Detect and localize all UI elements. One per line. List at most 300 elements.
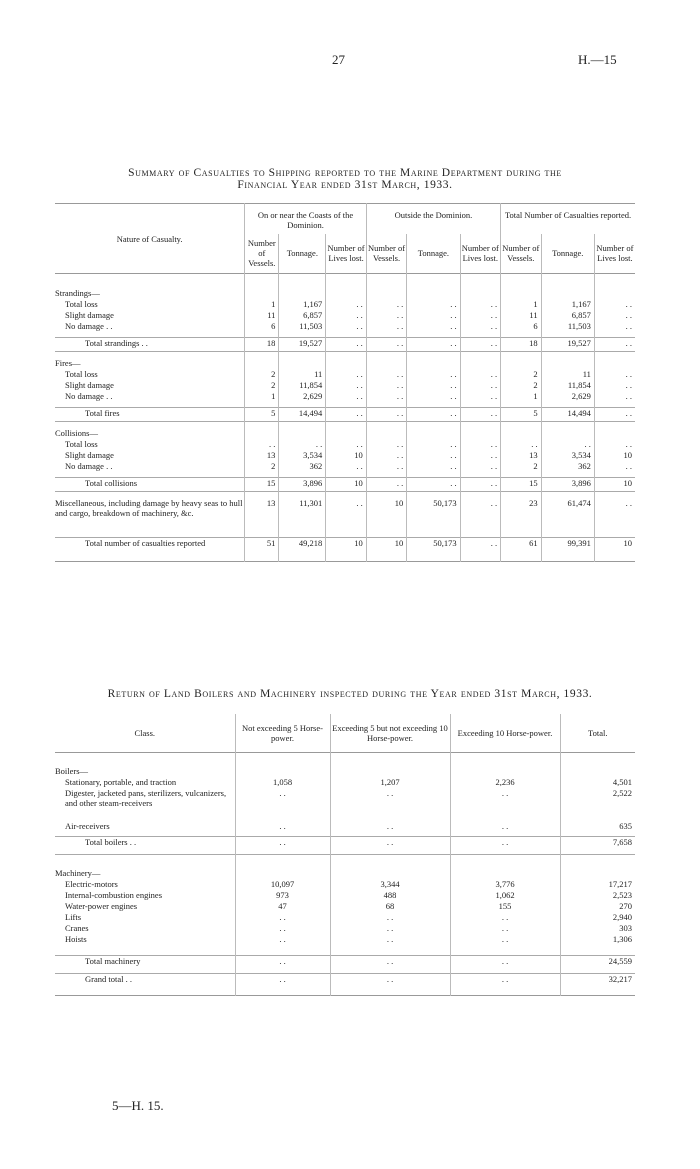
cell-t_l: . . <box>594 408 635 422</box>
spacer-cell <box>366 274 407 288</box>
col-exceeding-10: Exceeding 10 Horse-power. <box>450 714 560 752</box>
spacer-cell <box>245 274 279 288</box>
subcol-vessels: Number of Vessels. <box>366 234 407 274</box>
cell-t: 32,217 <box>560 973 635 995</box>
spacer-cell <box>501 274 542 288</box>
cell-t_v: 1 <box>501 391 542 402</box>
cell-b: . . <box>330 955 450 973</box>
spacer-cell <box>330 945 450 955</box>
row-label: Cranes <box>65 923 89 933</box>
cell-o_l: . . <box>460 439 501 450</box>
row-label: Air-receivers <box>65 821 110 831</box>
cell-b: . . <box>330 934 450 945</box>
cell-t: 2,523 <box>560 890 635 901</box>
cell-c_t: 14,494 <box>279 408 326 422</box>
cell-c: 155 <box>450 901 560 912</box>
spacer-cell <box>501 288 542 299</box>
cell-c_t: . . <box>279 439 326 450</box>
spacer-cell <box>594 288 635 299</box>
cell-o_l: . . <box>460 380 501 391</box>
cell-a: . . <box>235 821 330 832</box>
spacer-cell <box>450 868 560 879</box>
cell-c_l: 10 <box>326 538 367 562</box>
row-label: Water-power engines <box>65 901 138 911</box>
row-label: Slight damage <box>65 449 114 460</box>
cell-t: 303 <box>560 923 635 934</box>
spacer-cell <box>450 766 560 777</box>
spacer-cell <box>235 752 330 766</box>
row-label: Electric-motors <box>65 879 118 889</box>
cell-t_v: 2 <box>501 380 542 391</box>
cell-t_t: 19,527 <box>541 338 594 352</box>
cell-o_t: . . <box>407 338 460 352</box>
table-row <box>55 299 635 310</box>
cell-c_v: 13 <box>245 498 279 534</box>
subcol-lives: Number of Lives lost. <box>460 234 501 274</box>
cell-c_v: 1 <box>245 299 279 310</box>
spacer-cell <box>460 358 501 369</box>
spacer-cell <box>55 854 235 868</box>
table-row <box>55 788 635 821</box>
spacer-cell <box>330 766 450 777</box>
table-row <box>55 310 635 321</box>
section-heading-row <box>55 868 635 879</box>
cell-c_l: 10 <box>326 450 367 461</box>
table-row <box>55 821 635 832</box>
cell-t: 7,658 <box>560 836 635 854</box>
footer-signature: 5—H. 15. <box>112 1098 164 1113</box>
cell-a: . . <box>235 912 330 923</box>
spacer-cell <box>460 288 501 299</box>
cell-c_l: 10 <box>326 478 367 492</box>
cell-t_l: . . <box>594 369 635 380</box>
cell-b: . . <box>330 836 450 854</box>
cell-t: 635 <box>560 821 635 832</box>
cell-c_v: 51 <box>245 538 279 562</box>
section-heading-row <box>55 288 635 299</box>
table-row <box>55 450 635 461</box>
section-heading: Boilers— <box>55 766 89 776</box>
cell-t_t: 2,629 <box>541 391 594 402</box>
cell-o_l: . . <box>460 338 501 352</box>
spacer-cell <box>55 752 235 766</box>
cell-c: . . <box>450 973 560 995</box>
row-label: Lifts <box>65 912 82 922</box>
spacer-cell <box>326 288 367 299</box>
cell-t_t: 11 <box>541 369 594 380</box>
col-not-exceeding-5: Not exceeding 5 Horse-power. <box>235 714 330 752</box>
spacer-cell <box>55 274 245 288</box>
spacer-cell <box>560 868 635 879</box>
row-label: No damage . . <box>65 390 113 401</box>
cell-c_v: 11 <box>245 310 279 321</box>
spacer-cell <box>541 274 594 288</box>
spacer-cell <box>407 428 460 439</box>
table-row <box>55 380 635 391</box>
cell-c_t: 6,857 <box>279 310 326 321</box>
cell-c_t: 362 <box>279 461 326 472</box>
row-label: Total boilers . . <box>85 836 137 847</box>
col-total: Total. <box>560 714 635 752</box>
cell-o_t: . . <box>407 461 460 472</box>
row-label: No damage . . <box>65 460 113 471</box>
row-label: Total machinery <box>85 955 141 966</box>
spacer-cell <box>594 358 635 369</box>
row-label: Grand total . . <box>85 973 132 984</box>
cell-t_v: 2 <box>501 369 542 380</box>
subcol-tonnage: Tonnage. <box>541 234 594 274</box>
spacer-cell <box>235 868 330 879</box>
cell-o_t: . . <box>407 450 460 461</box>
misc-row <box>55 498 635 534</box>
cell-c_l: . . <box>326 461 367 472</box>
row-label: Total loss <box>65 368 98 379</box>
spacer-cell <box>279 428 326 439</box>
cell-c_v: 18 <box>245 338 279 352</box>
section-heading: Strandings— <box>55 287 100 298</box>
cell-t_v: 5 <box>501 408 542 422</box>
cell-t_l: . . <box>594 498 635 534</box>
cell-o_t: . . <box>407 478 460 492</box>
subcol-vessels: Number of Vessels. <box>245 234 279 274</box>
table-row <box>55 321 635 332</box>
cell-t_v: 61 <box>501 538 542 562</box>
cell-o_v: . . <box>366 299 407 310</box>
cell-o_v: . . <box>366 338 407 352</box>
spacer-cell <box>594 274 635 288</box>
cell-o_l: . . <box>460 299 501 310</box>
table-row <box>55 890 635 901</box>
spacer-cell <box>330 868 450 879</box>
group-total: Total Number of Casualties reported. <box>501 204 635 234</box>
cell-b: 1,207 <box>330 777 450 788</box>
table-row <box>55 901 635 912</box>
cell-t_v: 23 <box>501 498 542 534</box>
subcol-tonnage: Tonnage. <box>279 234 326 274</box>
spacer-cell <box>541 428 594 439</box>
cell-o_t: . . <box>407 408 460 422</box>
cell-c_v: 13 <box>245 450 279 461</box>
cell-c: . . <box>450 934 560 945</box>
cell-c_t: 1,167 <box>279 299 326 310</box>
subcol-lives: Number of Lives lost. <box>326 234 367 274</box>
cell-b: . . <box>330 821 450 832</box>
cell-c_l: . . <box>326 439 367 450</box>
cell-c_t: 11,503 <box>279 321 326 332</box>
casualties-table-wrap <box>55 203 635 562</box>
cell-o_l: . . <box>460 478 501 492</box>
cell-a: 10,097 <box>235 879 330 890</box>
grand-total-row <box>55 973 635 995</box>
cell-t_l: 10 <box>594 478 635 492</box>
cell-t_t: 1,167 <box>541 299 594 310</box>
total-row <box>55 408 635 422</box>
spacer-cell <box>245 288 279 299</box>
spacer-cell <box>279 358 326 369</box>
cell-c_t: 3,896 <box>279 478 326 492</box>
row-label: Digester, jacketed pans, sterilizers, vulcanizers, and other steam-receivers <box>65 788 227 808</box>
cell-t_l: . . <box>594 461 635 472</box>
cell-t: 1,306 <box>560 934 635 945</box>
cell-b: . . <box>330 788 450 821</box>
cell-c_v: 6 <box>245 321 279 332</box>
cell-o_v: . . <box>366 391 407 402</box>
cell-t_l: 10 <box>594 450 635 461</box>
row-label: Total loss <box>65 438 98 449</box>
cell-t_l: . . <box>594 299 635 310</box>
spacer-cell <box>450 752 560 766</box>
spacer-cell <box>501 428 542 439</box>
table-row <box>55 461 635 472</box>
row-label: Slight damage <box>65 309 114 320</box>
cell-o_l: . . <box>460 321 501 332</box>
cell-o_l: . . <box>460 538 501 562</box>
cell-c: . . <box>450 836 560 854</box>
cell-c_l: . . <box>326 310 367 321</box>
spacer-cell <box>560 752 635 766</box>
cell-c_v: 5 <box>245 408 279 422</box>
spacer-cell <box>326 358 367 369</box>
cell-c_l: . . <box>326 299 367 310</box>
cell-c_t: 2,629 <box>279 391 326 402</box>
cell-o_v: . . <box>366 439 407 450</box>
section-heading: Fires— <box>55 357 81 368</box>
cell-c: 3,776 <box>450 879 560 890</box>
spacer-cell <box>245 358 279 369</box>
cell-c_l: . . <box>326 498 367 534</box>
boilers-body <box>55 752 635 995</box>
cell-c: . . <box>450 923 560 934</box>
cell-t_v: 6 <box>501 321 542 332</box>
row-label: Hoists <box>65 934 87 944</box>
cell-t_l: . . <box>594 439 635 450</box>
cell-c_l: . . <box>326 321 367 332</box>
total-row <box>55 478 635 492</box>
cell-t_l: . . <box>594 338 635 352</box>
cell-b: 488 <box>330 890 450 901</box>
cell-c: . . <box>450 955 560 973</box>
cell-o_l: . . <box>460 310 501 321</box>
spacer-cell <box>55 945 235 955</box>
cell-a: . . <box>235 923 330 934</box>
spacer-row <box>55 752 635 766</box>
row-label: Total fires <box>55 408 245 422</box>
cell-c_l: . . <box>326 408 367 422</box>
spacer-cell <box>330 752 450 766</box>
cell-o_t: . . <box>407 321 460 332</box>
cell-t: 2,522 <box>560 788 635 821</box>
table-row <box>55 879 635 890</box>
spacer-cell <box>450 945 560 955</box>
cell-b: . . <box>330 973 450 995</box>
spacer-cell <box>235 766 330 777</box>
row-label: Slight damage <box>65 379 114 390</box>
cell-b: . . <box>330 923 450 934</box>
cell-c_t: 49,218 <box>279 538 326 562</box>
row-label: No damage . . <box>65 320 113 331</box>
cell-t_t: 3,534 <box>541 450 594 461</box>
row-label: Miscellaneous, including damage by heavy seas to hull and cargo, breakdown of machinery, &c. <box>55 497 243 518</box>
cell-t_v: 2 <box>501 461 542 472</box>
col-nature: Nature of Casualty. <box>116 233 183 244</box>
spacer-row <box>55 274 635 288</box>
spacer-cell <box>560 945 635 955</box>
cell-o_v: . . <box>366 369 407 380</box>
cell-c_t: 19,527 <box>279 338 326 352</box>
spacer-cell <box>407 358 460 369</box>
page-number: 27 <box>332 52 345 67</box>
cell-t_v: . . <box>501 439 542 450</box>
spacer-cell <box>541 358 594 369</box>
spacer-cell <box>450 854 560 868</box>
subcol-lives: Number of Lives lost. <box>594 234 635 274</box>
cell-t_t: 362 <box>541 461 594 472</box>
grand-total-row <box>55 538 635 562</box>
cell-o_v: . . <box>366 450 407 461</box>
subcol-vessels: Number of Vessels. <box>501 234 542 274</box>
cell-t: 4,501 <box>560 777 635 788</box>
row-label: Stationary, portable, and traction <box>65 777 177 787</box>
casualties-table <box>55 203 635 562</box>
cell-a: . . <box>235 836 330 854</box>
cell-c_v: 2 <box>245 380 279 391</box>
table-row <box>55 777 635 788</box>
cell-b: 68 <box>330 901 450 912</box>
table-row <box>55 934 635 945</box>
spacer-cell <box>245 428 279 439</box>
spacer-cell <box>541 288 594 299</box>
cell-c_t: 11,301 <box>279 498 326 534</box>
spacer-cell <box>366 288 407 299</box>
spacer-cell <box>326 428 367 439</box>
cell-o_l: . . <box>460 461 501 472</box>
cell-c_l: . . <box>326 369 367 380</box>
cell-o_t: . . <box>407 439 460 450</box>
spacer-cell <box>460 428 501 439</box>
cell-t_v: 1 <box>501 299 542 310</box>
cell-t_l: . . <box>594 310 635 321</box>
cell-c_v: 2 <box>245 369 279 380</box>
section-heading: Machinery— <box>55 868 101 878</box>
cell-t_t: 14,494 <box>541 408 594 422</box>
cell-a: 973 <box>235 890 330 901</box>
cell-o_v: . . <box>366 321 407 332</box>
cell-t: 2,940 <box>560 912 635 923</box>
spacer-cell <box>366 358 407 369</box>
cell-t_v: 13 <box>501 450 542 461</box>
col-5-to-10: Exceeding 5 but not exceeding 10 Horse-power. <box>330 714 450 752</box>
boilers-title: Return of Land Boilers and Machinery inspected during the Year ended 31st March, 1933. <box>107 688 593 700</box>
cell-o_t: . . <box>407 369 460 380</box>
cell-c: . . <box>450 821 560 832</box>
spacer-cell <box>366 428 407 439</box>
cell-c: . . <box>450 912 560 923</box>
cell-t_t: 6,857 <box>541 310 594 321</box>
boilers-table <box>55 714 635 996</box>
group-coasts: On or near the Coasts of the Dominion. <box>245 204 367 234</box>
cell-c_v: . . <box>245 439 279 450</box>
cell-c: . . <box>450 788 560 821</box>
cell-c_v: 2 <box>245 461 279 472</box>
cell-o_l: . . <box>460 391 501 402</box>
col-class: Class. <box>134 727 156 738</box>
cell-t_v: 15 <box>501 478 542 492</box>
row-label: Internal-combustion engines <box>65 890 163 900</box>
cell-a: . . <box>235 955 330 973</box>
spacer-cell <box>279 274 326 288</box>
cell-o_l: . . <box>460 408 501 422</box>
cell-o_v: . . <box>366 380 407 391</box>
group-outside: Outside the Dominion. <box>366 204 500 234</box>
cell-o_v: . . <box>366 478 407 492</box>
cell-a: . . <box>235 973 330 995</box>
cell-t: 17,217 <box>560 879 635 890</box>
cell-a: 1,058 <box>235 777 330 788</box>
table-row <box>55 391 635 402</box>
spacer-cell <box>560 854 635 868</box>
table-row <box>55 369 635 380</box>
cell-o_l: . . <box>460 369 501 380</box>
spacer-cell <box>235 854 330 868</box>
cell-o_t: . . <box>407 380 460 391</box>
cell-o_v: . . <box>366 408 407 422</box>
cell-o_t: . . <box>407 310 460 321</box>
casualties-title-line2: Financial Year ended 31st March, 1933. <box>237 179 453 191</box>
cell-c_v: 15 <box>245 478 279 492</box>
cell-t_t: 99,391 <box>541 538 594 562</box>
table-row <box>55 439 635 450</box>
cell-c: 1,062 <box>450 890 560 901</box>
cell-t_t: 11,503 <box>541 321 594 332</box>
total-row <box>55 338 635 352</box>
table-row <box>55 912 635 923</box>
spacer-cell <box>560 766 635 777</box>
cell-o_t: 50,173 <box>407 538 460 562</box>
cell-c_t: 11,854 <box>279 380 326 391</box>
cell-o_v: . . <box>366 310 407 321</box>
cell-c_l: . . <box>326 391 367 402</box>
spacer-cell <box>407 274 460 288</box>
cell-b: . . <box>330 912 450 923</box>
spacer-cell <box>594 428 635 439</box>
cell-o_v: . . <box>366 461 407 472</box>
cell-t_l: . . <box>594 391 635 402</box>
cell-t: 24,559 <box>560 955 635 973</box>
section-heading-row <box>55 428 635 439</box>
cell-t_l: . . <box>594 380 635 391</box>
boilers-table-wrap <box>55 714 635 996</box>
cell-t_v: 11 <box>501 310 542 321</box>
section-heading: Collisions— <box>55 427 98 438</box>
cell-t_t: 3,896 <box>541 478 594 492</box>
cell-t_l: 10 <box>594 538 635 562</box>
row-label: Total collisions <box>55 478 245 492</box>
cell-c_t: 11 <box>279 369 326 380</box>
cell-o_t: . . <box>407 391 460 402</box>
spacer-cell <box>330 854 450 868</box>
table-row <box>55 923 635 934</box>
cell-t_l: . . <box>594 321 635 332</box>
spacer-cell <box>501 358 542 369</box>
cell-b: 3,344 <box>330 879 450 890</box>
cell-o_t: . . <box>407 299 460 310</box>
section-heading-row <box>55 766 635 777</box>
casualties-title <box>55 167 635 191</box>
cell-a: . . <box>235 788 330 821</box>
cell-o_v: 10 <box>366 538 407 562</box>
section-heading-row <box>55 358 635 369</box>
cell-t_v: 18 <box>501 338 542 352</box>
